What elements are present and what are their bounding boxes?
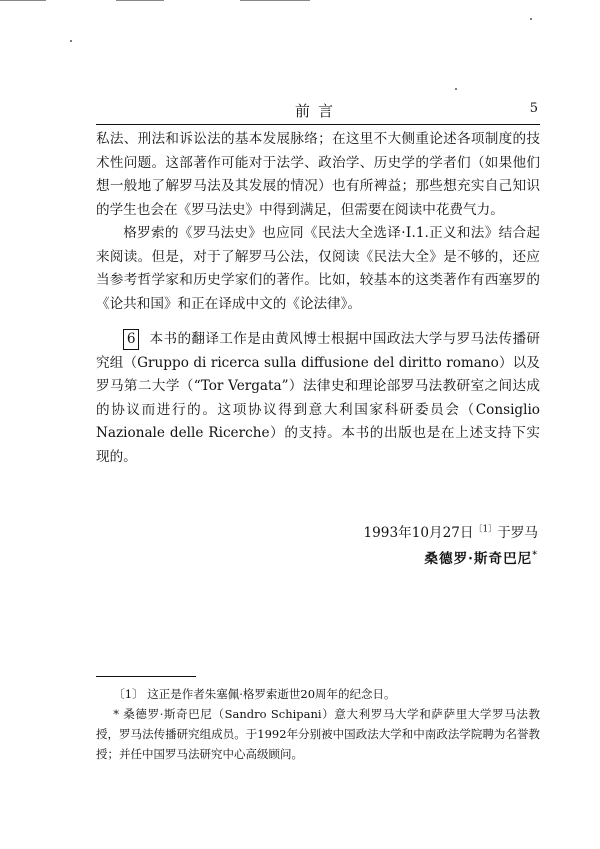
footnote-2-text: 桑德罗·斯奇巴尼（Sandro Schipani）意大利罗马大学和萨萨里大学罗马法教授，罗马法传播研究组成员。于1992年分别被中国政法大学和中南政法学院聘为名誉教授；并任中国罗马法研究中心高级顾问。 <box>96 707 541 761</box>
footnotes <box>96 684 540 764</box>
scan-speck <box>530 18 532 20</box>
scan-top-line-mid <box>116 0 164 1</box>
signature-date: 1993年10月27日 <box>363 525 474 541</box>
footnote-divider <box>96 676 196 677</box>
footnote-2 <box>96 704 540 764</box>
footnote-1-mark: 〔1〕 <box>113 687 144 701</box>
page-number: 5 <box>529 101 538 116</box>
name-footnote-ref: * <box>532 550 538 561</box>
date-footnote-ref: 〔1〕 <box>473 524 498 535</box>
footnote-1-text: 这正是作者朱塞佩·格罗索逝世20周年的纪念日。 <box>147 687 396 701</box>
footnote-1 <box>96 684 540 704</box>
boxed-paragraph-number: 6 <box>123 329 139 350</box>
scan-speck <box>455 88 457 90</box>
main-text <box>96 128 540 469</box>
signature-name: 桑德罗·斯奇巴尼 <box>424 551 533 567</box>
paragraph-1: 私法、刑法和诉讼法的基本发展脉络；在这里不大侧重论述各项制度的技术性问题。这部著作可能对于法学、政治学、历史学的学者们（如果他们想一般地了解罗马法及其发展的情况）也有所裨益；那些想充实自己知识的学生也会在《罗马法史》中得到满足，但需要在阅读中花费气力。 <box>96 131 540 218</box>
signature-place: 于罗马 <box>497 525 538 541</box>
paragraph-2: 格罗索的《罗马法史》也应同《民法大全选译·Ⅰ.1.正义和法》结合起来阅读。但是，对于了解罗马公法，仅阅读《民法大全》是不够的，还应当参考哲学家和历史学家们的著作。比如，较基本的这类著作有西塞罗的《论共和国》和正在译成中文的《论法律》。 <box>96 225 540 312</box>
signature-name-line <box>424 547 538 567</box>
footnote-2-mark: * <box>113 707 119 721</box>
signature-date-line <box>364 521 539 541</box>
paragraph-3-text: 本书的翻译工作是由黄风博士根据中国政法大学与罗马法传播研究组（Gruppo di ricerca sulla diffusione del diritto romano）以及罗马第二大学（“Tor Vergata”）法律史和理论部罗马法教研室之间达成的协议而进行的。这项协议得到意大利国家科研委员会（Consiglio Nazionale delle Ricerche）的支持。本书的出版也是在上述支持下实现的。 <box>96 331 540 465</box>
running-header <box>96 98 540 125</box>
paragraph-3 <box>96 328 540 469</box>
scan-top-line-right <box>240 0 310 1</box>
scan-top-line-left <box>0 0 46 1</box>
header-title: 前言 <box>294 102 341 120</box>
scan-speck <box>70 40 72 42</box>
